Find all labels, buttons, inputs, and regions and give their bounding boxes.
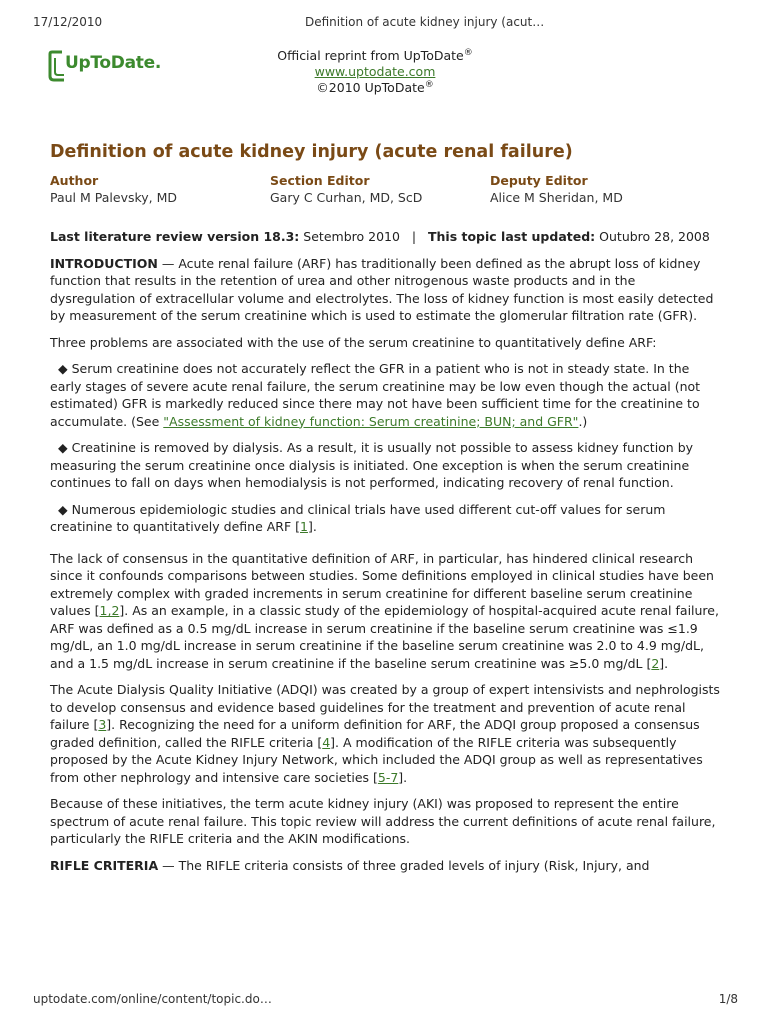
review-separator: | bbox=[411, 229, 417, 244]
updated-label: This topic last updated: bbox=[427, 229, 596, 244]
adqi-text-a: The Acute Dialysis Quality Initiative (ADQI) was created by a group of expert intensivists and nephrologists to develop consensus and evidence based guidelines for the treatment and prevention of acute renal failure [ bbox=[50, 682, 720, 732]
registered-mark: ® bbox=[463, 47, 473, 58]
section-editor-column bbox=[270, 172, 422, 206]
print-date: 17/12/2010 bbox=[33, 15, 103, 29]
consensus-paragraph bbox=[50, 550, 722, 673]
review-date: Setembro 2010 bbox=[303, 229, 400, 244]
uptodate-logo[interactable] bbox=[48, 48, 168, 88]
bullet-1-text: Serum creatinine does not accurately reflect the GFR in a patient who is not in steady state. In the early stages of severe acute renal failure, the serum creatinine may be low even though the actual (not estimated) GFR is markedly reduced since there may not have been sufficient time for the creatinine to accumulate. (See bbox=[50, 361, 701, 429]
problems-intro: Three problems are associated with the use of the serum creatinine to quantitatively define ARF: bbox=[50, 334, 657, 350]
section-editor-name: Gary C Curhan, MD, ScD bbox=[270, 190, 423, 205]
reference-link[interactable]: 1,2 bbox=[99, 603, 120, 618]
logo-text: UpToDate. bbox=[65, 53, 161, 73]
intro-paragraph bbox=[50, 255, 722, 325]
author-name: Paul M Palevsky, MD bbox=[50, 190, 178, 205]
diamond-bullet-icon: ◆ bbox=[58, 440, 68, 455]
bullet-3-text: Numerous epidemiologic studies and clinical trials have used different cut-off values for serum creatinine to quantitatively define ARF [ bbox=[50, 501, 666, 534]
deputy-editor-role: Deputy Editor bbox=[490, 173, 588, 188]
print-footer bbox=[33, 992, 738, 1008]
bullet-item-2 bbox=[50, 439, 722, 492]
diamond-bullet-icon: ◆ bbox=[58, 361, 68, 376]
updated-date: Outubro 28, 2008 bbox=[599, 229, 710, 244]
rifle-text: The RIFLE criteria consists of three graded levels of injury (Risk, Injury, and bbox=[178, 857, 650, 873]
diamond-bullet-icon: ◆ bbox=[58, 501, 68, 517]
author-column bbox=[50, 172, 177, 206]
bullet-2-text: Creatinine is removed by dialysis. As a result, it is usually not possible to assess kidney function by measuring the serum creatinine once dialysis is initiated. One exception is when the serum creatinine continues to fall on days when hemodialysis is not performed, indicating recovery of renal function. bbox=[50, 440, 694, 490]
reprint-line: Official reprint from UpToDate bbox=[277, 48, 464, 63]
consensus-text-c: ]. bbox=[659, 655, 669, 671]
footer-url: uptodate.com/online/content/topic.do… bbox=[33, 992, 272, 1006]
reference-link[interactable]: 4 bbox=[322, 734, 331, 750]
article-body bbox=[50, 228, 722, 883]
section-editor-role: Section Editor bbox=[270, 173, 370, 188]
intro-text: Acute renal failure (ARF) has traditionally been defined as the abrupt loss of kidney function that results in the retention of urea and other nitrogenous waste products and in the dysregulation of extracellular volume and electrolytes. The loss of kidney function is most easily detected by measurement of the serum creatinine which is used to estimate the glomerular filtration rate (GFR). bbox=[50, 255, 714, 323]
adqi-paragraph bbox=[50, 681, 722, 786]
article-title: Definition of acute kidney injury (acute renal failure) bbox=[50, 142, 573, 162]
bullet-item-1 bbox=[50, 360, 722, 430]
bullet-item-3 bbox=[50, 501, 722, 536]
adqi-text-d: ]. bbox=[398, 769, 408, 785]
rifle-heading: RIFLE CRITERIA bbox=[50, 857, 159, 873]
uptodate-link[interactable]: www.uptodate.com bbox=[314, 64, 436, 79]
intro-dash: — bbox=[161, 255, 175, 271]
reference-link[interactable]: 3 bbox=[98, 717, 107, 732]
adqi-text-c: ]. A modification of the RIFLE criteria was subsequently proposed by the Acute Kidney Injury Network, which included the ADQI group as well as representatives from other nephrology and intensive care societies [ bbox=[50, 734, 703, 785]
intro-heading: INTRODUCTION bbox=[50, 255, 158, 271]
rifle-paragraph bbox=[50, 857, 722, 875]
author-role: Author bbox=[50, 173, 99, 188]
reference-link[interactable]: 5-7 bbox=[377, 769, 399, 785]
deputy-editor-name: Alice M Sheridan, MD bbox=[490, 190, 623, 205]
review-info bbox=[50, 228, 722, 246]
consensus-text-a: The lack of consensus in the quantitative definition of ARF, in particular, has hindered clinical research since it confounds comparisons between studies. Some definitions employed in clinical studies have been extremely complex with graded increments in serum creatinine for different baseline serum creatinine values [ bbox=[50, 550, 714, 618]
rifle-dash: — bbox=[162, 857, 175, 873]
assessment-kidney-function-link[interactable]: "Assessment of kidney function: Serum creatinine; BUN; and GFR" bbox=[163, 413, 579, 429]
reference-link[interactable]: 2 bbox=[651, 655, 660, 671]
reference-link[interactable]: 1 bbox=[300, 519, 308, 534]
reprint-notice bbox=[260, 48, 490, 96]
print-header bbox=[33, 15, 738, 31]
review-label: Last literature review version 18.3: bbox=[50, 229, 300, 244]
page-number: 1/8 bbox=[718, 992, 738, 1006]
adqi-text-b: ]. Recognizing the need for a uniform definition for ARF, the ADQI group proposed a consensus graded definition, called the RIFLE criteria [ bbox=[50, 717, 700, 750]
registered-mark-2: ® bbox=[424, 79, 434, 90]
bullet-1-tail: .) bbox=[578, 413, 588, 429]
deputy-editor-column bbox=[490, 172, 623, 206]
print-title: Definition of acute kidney injury (acut… bbox=[305, 15, 545, 29]
bullet-3-tail: ]. bbox=[307, 519, 317, 534]
consensus-text-b: ]. As an example, in a classic study of the epidemiology of hospital-acquired acute renal failure, ARF was defined as a 0.5 mg/dL increase in serum creatinine if the baseline serum creatinine was ≤1.9 mg/dL, an 1.0 mg/dL increase in serum creatinine if the baseline serum creatinine was 2.0 to 4.9 mg/dL, and a 1.5 mg/dL increase in serum creatinine if the baseline serum creatinine was ≥5.0 mg/dL [ bbox=[50, 603, 719, 671]
copyright-text: ©2010 UpToDate bbox=[316, 80, 425, 95]
aki-paragraph: Because of these initiatives, the term acute kidney injury (AKI) was proposed to represent the entire spectrum of acute renal failure. This topic review will address the current definitions of acute renal failure, particularly the RIFLE criteria and the AKIN modifications. bbox=[50, 796, 716, 846]
